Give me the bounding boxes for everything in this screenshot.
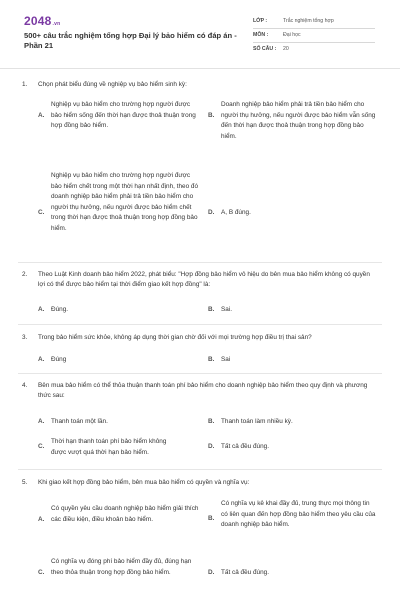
option-letter: A. xyxy=(38,515,45,523)
option-letter: A. xyxy=(38,418,45,425)
option-text: Nghiệp vụ bảo hiểm cho trường hợp người được bảo hiểm sống đến thời hạn được thoả thuận trong hợp đồng bảo hiểm. xyxy=(51,101,196,130)
info-value: 20 xyxy=(283,46,289,52)
option-text: Tất cả đều đúng. xyxy=(221,443,269,450)
question-2 xyxy=(22,270,378,322)
option-letter: B. xyxy=(208,306,215,313)
info-row-question-count xyxy=(253,43,375,56)
info-key: MÔN : xyxy=(253,32,269,38)
question-text: Khi giao kết hợp đồng bảo hiểm, bên mua bảo hiểm có quyền và nghĩa vụ: xyxy=(38,479,250,486)
info-key: LỚP : xyxy=(253,18,268,24)
logo-sub-text: .vn xyxy=(52,21,61,27)
question-3 xyxy=(22,333,378,371)
info-value: Đại học xyxy=(283,32,301,38)
option-text: Có nghĩa vụ đóng phí bảo hiểm đầy đủ, đúng hạn theo thỏa thuận trong hợp đồng bảo hiểm. xyxy=(51,558,192,576)
question-5 xyxy=(22,478,378,598)
option-letter: B. xyxy=(208,111,215,119)
option-text: Sai xyxy=(221,356,231,363)
info-value: Trắc nghiệm tổng hợp xyxy=(283,18,334,24)
option-text: Có nghĩa vụ kê khai đầy đủ, trung thực mọi thông tin có liên quan đến hợp đồng bảo hiểm theo yêu cầu của doanh nghiệp bảo hiểm. xyxy=(221,500,376,529)
question-number: 4. xyxy=(22,382,28,389)
question-text: Bên mua bảo hiểm có thể thỏa thuận thanh toán phí bảo hiểm cho doanh nghiệp bảo hiểm theo quy định và phương thức sau: xyxy=(38,382,368,399)
option-text: Có quyền yêu cầu doanh nghiệp bảo hiểm giải thích các điều kiện, điều khoản bảo hiểm. xyxy=(51,505,199,523)
option-letter: B. xyxy=(208,356,215,363)
document-header xyxy=(0,0,400,64)
question-text: Chọn phát biểu đúng về nghiệp vụ bảo hiểm sinh kỳ: xyxy=(38,81,187,88)
document-info-table xyxy=(253,15,375,56)
question-number: 3. xyxy=(22,334,28,341)
option-text: A, B đúng. xyxy=(221,209,251,216)
option-letter: A. xyxy=(38,306,45,313)
option-letter: A. xyxy=(38,111,45,119)
option-letter: C. xyxy=(38,209,45,216)
option-text: Tất cả đều đúng. xyxy=(221,569,269,576)
question-4 xyxy=(22,381,378,465)
option-letter: B. xyxy=(208,515,215,522)
question-text: Theo Luật Kinh doanh bảo hiểm 2022, phát biểu: "Hợp đồng bảo hiểm vô hiệu do bên mua bảo hiểm không có quyền lợi có thể được bảo hiểm tại thời điểm giao kết hợp đồng" là: xyxy=(38,271,370,288)
question-number: 1. xyxy=(22,81,28,88)
option-text: Nghiệp vụ bảo hiểm cho trường hợp người được bảo hiểm chết trong một thời hạn nhất định, theo đó doanh nghiệp bảo hiểm phải trả tiền bảo hiểm cho người thụ hưởng, nếu người được bảo hiểm chết trong thời hạn được thoả thuận trong hợp đồng bảo hiểm. xyxy=(51,172,199,232)
option-text: Thời hạn thanh toán phí bảo hiểm không được vượt quá thời hạn bảo hiểm. xyxy=(51,438,167,456)
option-letter: D. xyxy=(208,443,215,450)
option-text: Thanh toán một lần. xyxy=(51,418,108,425)
option-letter: D. xyxy=(208,209,215,216)
info-row-subject xyxy=(253,29,375,43)
document-title: 500+ câu trắc nghiệm tổng hợp Đại lý bảo hiểm có đáp án - Phần 21 xyxy=(24,31,237,50)
option-text: Sai. xyxy=(221,306,233,313)
question-divider xyxy=(18,262,382,263)
option-text: Đúng. xyxy=(51,306,69,313)
logo-main-text: 2048 xyxy=(24,14,52,28)
question-divider xyxy=(18,324,382,325)
option-letter: D. xyxy=(208,569,215,576)
option-text: Đúng xyxy=(51,356,67,363)
option-text: Thanh toán làm nhiều kỳ. xyxy=(221,418,293,425)
option-letter: C. xyxy=(38,568,45,576)
option-text: Doanh nghiệp bảo hiểm phải trả tiền bảo hiểm cho người thụ hưởng, nếu người được bảo hiểm vẫn sống đến thời hạn được thoả thuận trong hợp đồng bảo hiểm. xyxy=(221,101,376,140)
question-divider xyxy=(18,469,382,470)
site-logo[interactable] xyxy=(24,14,60,28)
question-number: 5. xyxy=(22,479,28,486)
question-text: Trong bảo hiểm sức khỏe, không áp dụng thời gian chờ đối với mọi trường hợp điều trị thai sản? xyxy=(38,334,312,341)
option-letter: A. xyxy=(38,356,45,363)
info-key: SỐ CÂU : xyxy=(253,46,277,52)
question-1 xyxy=(22,80,378,260)
option-letter: C. xyxy=(38,443,45,450)
question-number: 2. xyxy=(22,271,28,278)
option-letter: B. xyxy=(208,418,215,425)
header-divider xyxy=(0,68,400,69)
info-row-class xyxy=(253,15,375,29)
question-divider xyxy=(18,373,382,374)
